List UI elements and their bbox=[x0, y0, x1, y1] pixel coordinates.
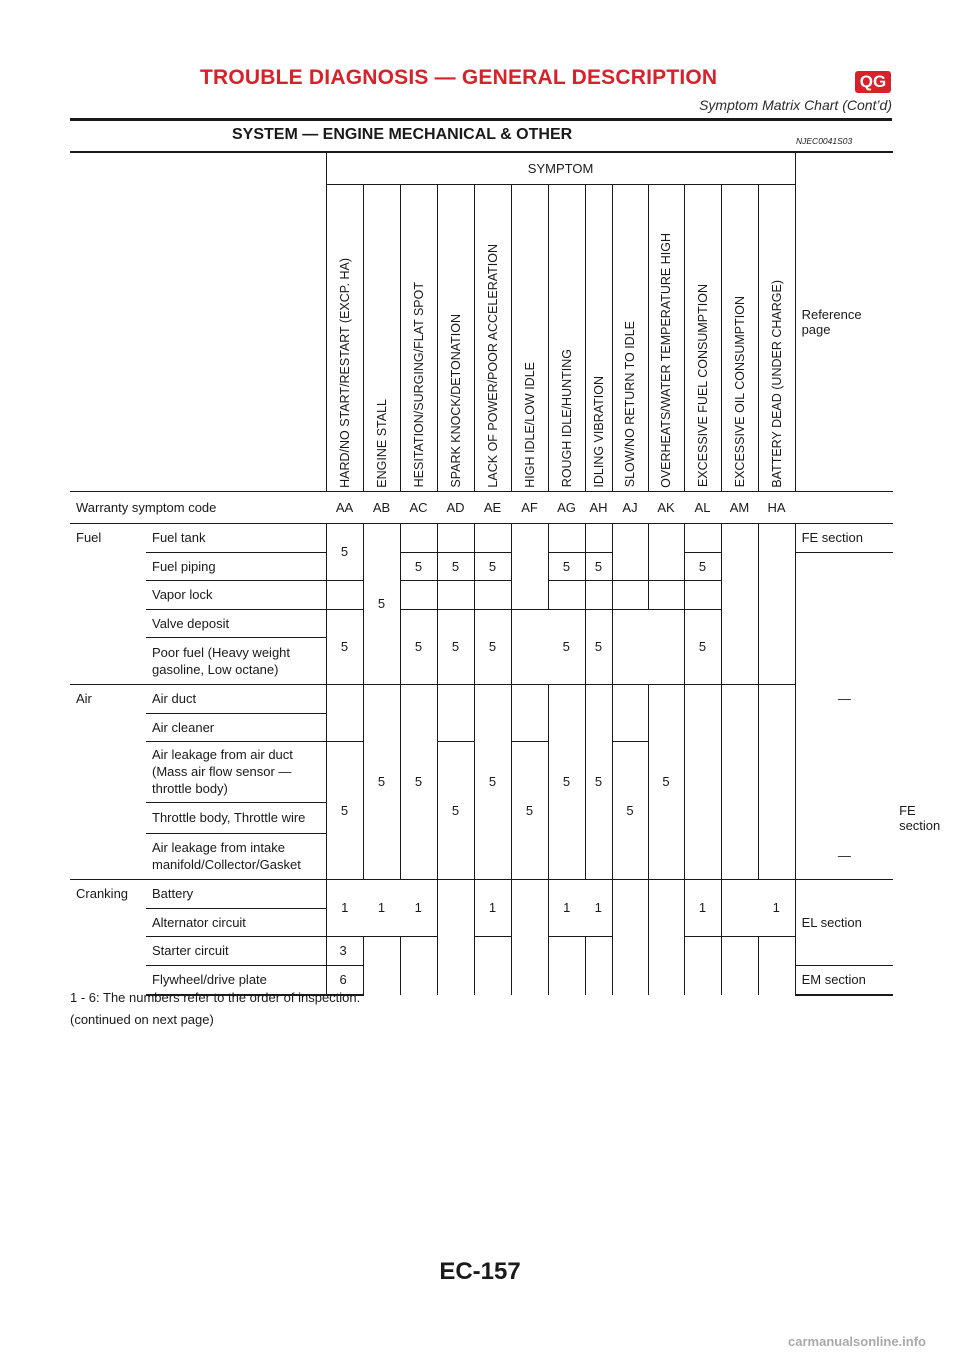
matrix-cell: 1 bbox=[548, 879, 585, 936]
matrix-cell bbox=[721, 936, 758, 995]
matrix-cell: 1 bbox=[474, 879, 511, 936]
matrix-cell: 5 bbox=[585, 609, 612, 684]
item-label: Valve deposit bbox=[146, 609, 326, 637]
symptom-label: EXCESSIVE OIL CONSUMPTION bbox=[732, 296, 747, 488]
symptom-header-cell bbox=[511, 184, 548, 491]
matrix-cell bbox=[511, 523, 548, 609]
matrix-cell bbox=[548, 523, 585, 552]
item-label: Air leakage from intake manifold/Collector/Gasket bbox=[146, 833, 326, 879]
watermark: carmanualsonline.info bbox=[788, 1334, 926, 1349]
matrix-cell: 5 bbox=[474, 609, 511, 684]
matrix-cell: 5 bbox=[585, 684, 612, 879]
warranty-code: AG bbox=[548, 491, 585, 523]
symptom-header-cell bbox=[548, 184, 585, 491]
matrix-cell: 1 bbox=[326, 879, 363, 936]
symptom-label: BATTERY DEAD (UNDER CHARGE) bbox=[769, 279, 784, 488]
reference-cell: FE section bbox=[795, 523, 893, 552]
section-title: SYSTEM — ENGINE MECHANICAL & OTHER bbox=[232, 126, 573, 143]
symptom-header-cell bbox=[684, 184, 721, 491]
symptom-matrix-table bbox=[70, 151, 941, 996]
symptom-label: OVERHEATS/WATER TEMPERATURE HIGH bbox=[659, 232, 673, 488]
item-label: Flywheel/drive plate bbox=[146, 965, 326, 995]
warranty-code: AK bbox=[648, 491, 684, 523]
matrix-cell bbox=[363, 936, 400, 995]
symptom-label: HARD/NO START/RESTART (EXCP. HA) bbox=[337, 257, 352, 488]
section-code: NJEC0041S03 bbox=[796, 136, 853, 146]
table-row bbox=[70, 879, 893, 908]
matrix-cell: 5 bbox=[585, 552, 612, 580]
item-label: Vapor lock bbox=[146, 580, 326, 609]
warranty-code: AL bbox=[684, 491, 721, 523]
table-row: Throttle body, Throttle wire FE section bbox=[70, 802, 893, 833]
symptom-header-cell bbox=[474, 184, 511, 491]
matrix-cell bbox=[758, 523, 795, 684]
group-label-cranking: Cranking bbox=[76, 885, 129, 901]
matrix-cell: 5 bbox=[648, 684, 684, 879]
matrix-cell: 1 bbox=[363, 879, 400, 936]
matrix-cell bbox=[437, 580, 474, 609]
matrix-cell bbox=[548, 580, 585, 609]
matrix-cell: 5 bbox=[548, 684, 585, 879]
matrix-cell: 1 bbox=[758, 879, 795, 936]
matrix-cell bbox=[326, 580, 363, 609]
matrix-cell: 5 bbox=[437, 741, 474, 879]
matrix-cell bbox=[684, 684, 721, 879]
table-header-row bbox=[70, 152, 893, 184]
table-row bbox=[70, 936, 893, 965]
symptom-label: ROUGH IDLE/HUNTING bbox=[559, 349, 574, 488]
matrix-cell bbox=[684, 523, 721, 552]
matrix-cell: 5 bbox=[400, 684, 437, 879]
symptom-header-cell bbox=[585, 184, 612, 491]
item-label: Air cleaner bbox=[146, 713, 326, 741]
matrix-cell: 3 bbox=[326, 936, 363, 965]
matrix-cell: 5 bbox=[511, 741, 548, 879]
warranty-code: AM bbox=[721, 491, 758, 523]
matrix-cell: 5 bbox=[437, 609, 474, 684]
matrix-cell bbox=[474, 523, 511, 552]
model-badge: QG bbox=[855, 71, 891, 93]
warranty-code-blank bbox=[795, 491, 893, 523]
matrix-cell: 1 bbox=[585, 879, 612, 936]
matrix-cell bbox=[511, 684, 548, 741]
item-label: Throttle body, Throttle wire bbox=[146, 802, 326, 833]
warranty-code-row bbox=[70, 491, 893, 523]
symptom-label: EXCESSIVE FUEL CONSUMPTION bbox=[695, 284, 710, 488]
item-label: Starter circuit bbox=[146, 936, 326, 965]
matrix-cell bbox=[511, 879, 548, 995]
item-label: Poor fuel (Heavy weight gasoline, Low octane) bbox=[146, 637, 326, 684]
matrix-cell bbox=[648, 879, 684, 995]
matrix-cell bbox=[612, 580, 648, 609]
symptom-header-cell bbox=[612, 184, 648, 491]
matrix-cell: 5 bbox=[548, 552, 585, 580]
reference-cell: — bbox=[837, 691, 851, 707]
matrix-cell bbox=[511, 609, 548, 684]
matrix-cell: 1 bbox=[684, 879, 721, 936]
symptom-label: IDLING VIBRATION bbox=[591, 375, 606, 488]
matrix-cell bbox=[612, 609, 648, 684]
inspection-order-note: 1 - 6: The numbers refer to the order of inspection. bbox=[70, 990, 361, 1005]
item-label: Air duct bbox=[146, 684, 326, 713]
header-blank bbox=[70, 152, 326, 491]
matrix-cell bbox=[721, 879, 758, 936]
table-notes bbox=[70, 987, 360, 1031]
table-row bbox=[70, 523, 893, 552]
matrix-cell: 5 bbox=[612, 741, 648, 879]
symptom-header-cell bbox=[400, 184, 437, 491]
warranty-code: AJ bbox=[612, 491, 648, 523]
item-label: Battery bbox=[146, 879, 326, 908]
matrix-cell: 5 bbox=[548, 609, 585, 684]
matrix-cell bbox=[474, 936, 511, 995]
matrix-cell: 5 bbox=[400, 552, 437, 580]
reference-cell: — bbox=[795, 833, 893, 879]
warranty-code: AF bbox=[511, 491, 548, 523]
page-header-subtitle: Symptom Matrix Chart (Cont’d) bbox=[699, 97, 892, 113]
matrix-cell: 1 bbox=[400, 879, 437, 936]
warranty-code: AB bbox=[363, 491, 400, 523]
matrix-cell bbox=[437, 684, 474, 741]
matrix-cell bbox=[721, 523, 758, 684]
symptom-label: HESITATION/SURGING/FLAT SPOT bbox=[411, 282, 426, 488]
matrix-cell bbox=[400, 523, 437, 552]
reference-page-header: Reference page bbox=[795, 152, 893, 491]
matrix-cell bbox=[585, 936, 612, 995]
symptom-header: SYMPTOM bbox=[326, 152, 795, 184]
matrix-cell: 5 bbox=[326, 609, 363, 684]
matrix-cell bbox=[612, 879, 648, 995]
matrix-cell bbox=[648, 523, 684, 580]
matrix-cell bbox=[612, 523, 648, 580]
matrix-cell: 5 bbox=[437, 552, 474, 580]
matrix-cell bbox=[648, 609, 684, 684]
symptom-label: HIGH IDLE/LOW IDLE bbox=[522, 361, 537, 488]
symptom-header-cell bbox=[648, 184, 684, 491]
page-number: EC-157 bbox=[439, 1258, 521, 1285]
page-header-title: TROUBLE DIAGNOSIS — GENERAL DESCRIPTION bbox=[200, 66, 718, 89]
warranty-code: AA bbox=[326, 491, 363, 523]
matrix-cell bbox=[400, 936, 437, 995]
symptom-label: SLOW/NO RETURN TO IDLE bbox=[623, 321, 637, 488]
matrix-cell bbox=[758, 684, 795, 879]
header-rule bbox=[70, 118, 892, 121]
table-row bbox=[70, 684, 893, 713]
item-label: Fuel tank bbox=[146, 523, 326, 552]
symptom-header-cell bbox=[437, 184, 474, 491]
warranty-code: AE bbox=[474, 491, 511, 523]
matrix-cell bbox=[585, 580, 612, 609]
matrix-cell bbox=[648, 580, 684, 609]
reference-cell: EL section bbox=[795, 879, 893, 965]
matrix-cell bbox=[721, 684, 758, 879]
item-label: Alternator circuit bbox=[146, 908, 326, 936]
matrix-cell bbox=[474, 580, 511, 609]
symptom-header-cell bbox=[758, 184, 795, 491]
symptom-label: ENGINE STALL bbox=[374, 398, 389, 488]
matrix-cell bbox=[758, 936, 795, 995]
symptom-header-cell bbox=[721, 184, 758, 491]
warranty-code: AD bbox=[437, 491, 474, 523]
matrix-cell bbox=[437, 879, 474, 995]
matrix-cell: 5 bbox=[363, 684, 400, 879]
matrix-cell: 5 bbox=[363, 523, 400, 684]
warranty-code: AC bbox=[400, 491, 437, 523]
matrix-cell: 5 bbox=[400, 609, 437, 684]
symptom-header-cell bbox=[363, 184, 400, 491]
matrix-cell: 5 bbox=[474, 552, 511, 580]
symptom-header-cell bbox=[326, 184, 363, 491]
matrix-cell: 5 bbox=[326, 523, 363, 580]
matrix-cell: 5 bbox=[684, 552, 721, 580]
matrix-cell: 5 bbox=[474, 684, 511, 879]
group-label-air: Air bbox=[70, 684, 146, 879]
matrix-cell bbox=[400, 580, 437, 609]
matrix-cell bbox=[684, 936, 721, 995]
warranty-code: HA bbox=[758, 491, 795, 523]
matrix-cell: 5 bbox=[326, 741, 363, 879]
symptom-label: LACK OF POWER/POOR ACCELERATION bbox=[485, 243, 500, 488]
warranty-label: Warranty symptom code bbox=[70, 491, 326, 523]
matrix-cell: 6 bbox=[326, 965, 363, 995]
item-label: Fuel piping bbox=[146, 552, 326, 580]
warranty-code: AH bbox=[585, 491, 612, 523]
reference-cell: EM section bbox=[795, 965, 893, 995]
matrix-cell bbox=[585, 523, 612, 552]
continued-note: (continued on next page) bbox=[70, 1012, 214, 1027]
matrix-cell bbox=[437, 523, 474, 552]
matrix-cell bbox=[548, 936, 585, 995]
symptom-label: SPARK KNOCK/DETONATION bbox=[448, 313, 463, 488]
matrix-cell bbox=[612, 684, 648, 741]
item-label: Air leakage from air duct (Mass air flow sensor — throttle body) bbox=[146, 741, 326, 802]
group-label-fuel: Fuel bbox=[70, 523, 146, 684]
matrix-cell bbox=[326, 684, 363, 741]
matrix-cell bbox=[684, 580, 721, 609]
matrix-cell: 5 bbox=[684, 609, 721, 684]
